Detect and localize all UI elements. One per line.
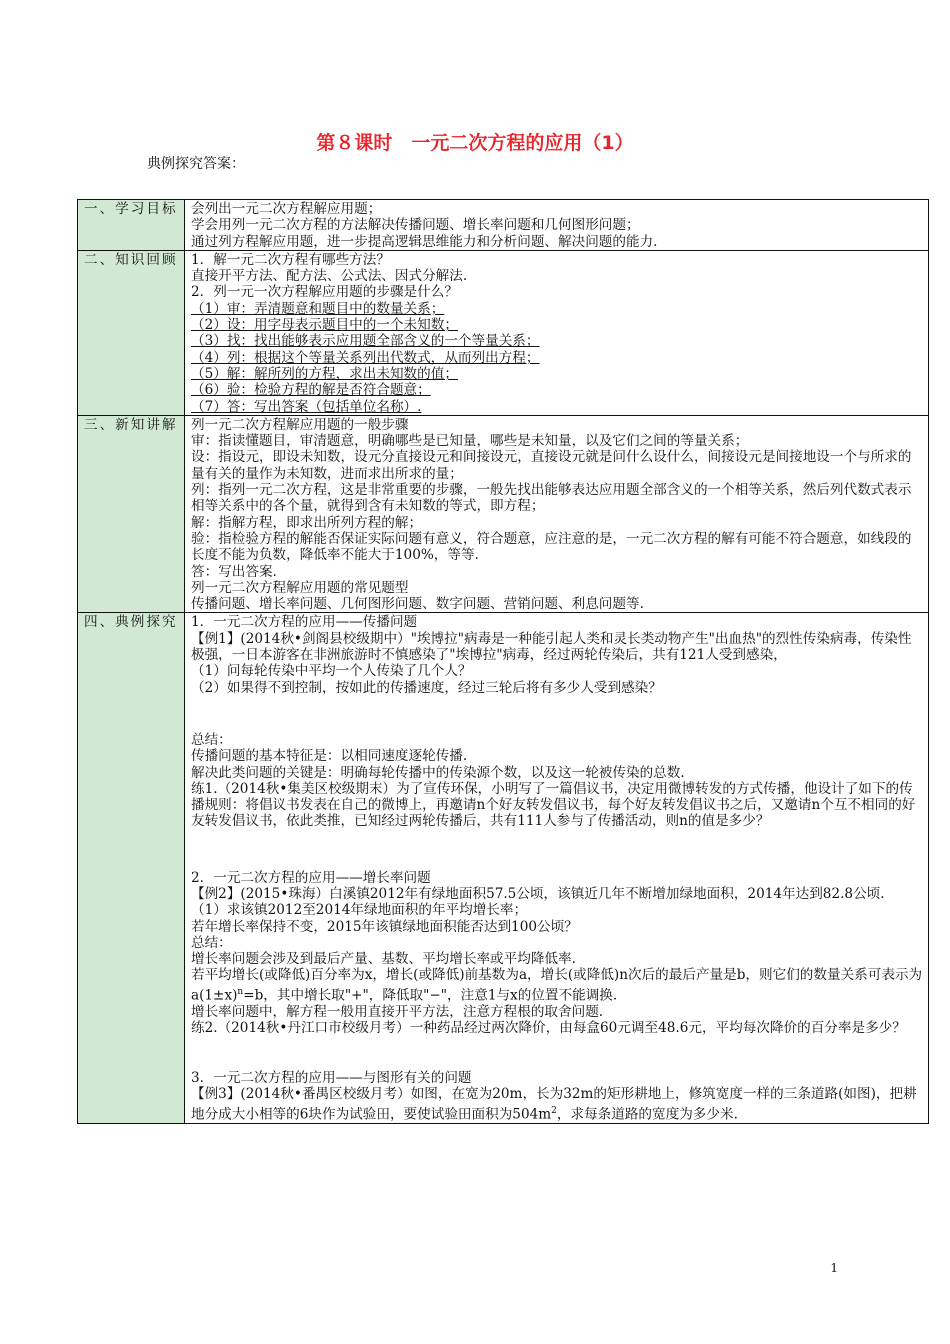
question-text: （1）问每轮传染中平均一个人传染了几个人？ (191, 663, 472, 680)
spacer (191, 696, 925, 732)
table-row-examples (78, 613, 929, 1123)
example-text: 【例2】(2015•珠海）白溪镇2012年有绿地面积57.5公顷，该镇近几年不断增加绿地面积，2014年达到82.8公顷. (191, 885, 885, 902)
text-line: 列一元二次方程解应用题的常见题型 (191, 579, 409, 596)
table-row-goals (78, 200, 929, 251)
page-number: 1 (830, 1261, 838, 1275)
section-content-review (185, 250, 929, 415)
summary-text: 传播问题的基本特征是：以相同速度逐轮传播. (191, 748, 468, 765)
text-line: 列一元二次方程解应用题的一般步骤 (191, 416, 409, 433)
step-item: （1）审：弄清题意和题目中的数量关系； (191, 300, 445, 317)
section-heading-goals: 一、学习目标 (78, 200, 185, 251)
formula-exponent: n (237, 986, 244, 997)
section-heading-review: 二、知识回顾 (78, 250, 185, 415)
section-content-goals (185, 200, 929, 251)
text-line: 会列出一元二次方程解应用题； (191, 201, 382, 217)
text-line: 审：指读懂题目，审清题意，明确哪些是已知量，哪些是未知量，以及它们之间的等量关系； (191, 433, 749, 450)
text-line: 答：写出答案. (191, 563, 277, 580)
text-line: 设：指设元，即设未知数，设元分直接设元和间接设元，直接设元就是问什么设什么，间接设元是间接地设一个与所求的量有关的量作为未知数，进而求出所求的量； (191, 449, 912, 482)
example-text: 【例1】(2014秋•剑阁县校级期中）"埃博拉"病毒是一种能引起人类和灵长类动物产生"出血热"的烈性传染病毒，传染性极强，一日本游客在非洲旅游时不慎感染了"埃博拉"病毒，经过两轮传染后，共有121人受到感染， (191, 630, 912, 664)
section-heading-examples: 四、典例探究 (78, 613, 185, 1123)
formula-text-a: 若平均增长(或降低)百分率为x，增长(或降低)前基数为a，增长(或降低)n次后的最后产量是b，则它们的数量关系可表示为a(1±x) (191, 967, 923, 1004)
text-line: 验：指检验方程的解能否保证实际问题有意义，符合题意，应注意的是，一元二次方程的解有可能不符合题意，如线段的长度不能为负数，降低率不能大于100%，等等. (191, 530, 912, 564)
lesson-table (77, 199, 929, 1124)
spacer (191, 1036, 925, 1070)
question-text: （2）如果得不到控制，按如此的传播速度，经过三轮后将有多少人受到感染？ (191, 679, 662, 696)
practice-text: 练1.（2014秋•集美区校级期末）为了宣传环保，小明写了一篇倡议书，决定用微博转发的方式传播，他设计了如下的传播规则：将倡议书发表在自己的微博上，再邀请n个好友转发倡议书，每个好友转发倡议书之后，又邀请n个互不相同的好友转发倡议书，依此类推，已知经过两轮传播后，共有111人参与了传播活动，则n的值是多少？ (191, 780, 916, 830)
spacer (191, 830, 925, 870)
problem-title: 1．一元二次方程的应用——传播问题 (191, 614, 418, 631)
problem-title: 3．一元二次方程的应用——与图形有关的问题 (191, 1070, 472, 1087)
page-subtitle: 典例探究答案： (147, 156, 245, 172)
example-text (191, 1086, 925, 1122)
step-item: （6）验：检验方程的解是否符合题意； (191, 382, 431, 399)
answer-text: 直接开平方法、配方法、公式法、因式分解法. (191, 268, 468, 285)
practice-text: 练2.（2014秋•丹江口市校级月考）一种药品经过两次降价，由每盒60元调至48.6元，平均每次降价的百分率是多少？ (191, 1019, 906, 1036)
question-text: （1）求该镇2012至2014年绿地面积的年平均增长率； (191, 902, 528, 919)
section-heading-new-knowledge: 三、新知讲解 (78, 415, 185, 613)
step-item: （5）解：解所列的方程，求出未知数的值； (191, 365, 458, 382)
question-text: 1．解一元二次方程有哪些方法？ (191, 251, 390, 268)
question-text: 若年增长率保持不变，2015年该镇绿地面积能否达到100公顷？ (191, 918, 578, 935)
formula-text-b: =b，其中增长取"+"，降低取"−"，注意1与x的位置不能调换. (243, 987, 618, 1004)
problem-title: 2．一元二次方程的应用——增长率问题 (191, 869, 431, 886)
section-content-examples (185, 613, 929, 1123)
table-row-review (78, 250, 929, 415)
section-content-new-knowledge (185, 415, 929, 613)
summary-label: 总结： (191, 934, 232, 951)
summary-text (191, 967, 925, 1003)
text-line: 传播问题、增长率问题、几何图形问题、数字问题、营销问题、利息问题等. (191, 596, 644, 613)
summary-label: 总结： (191, 731, 232, 748)
question-text: 2．列一元一次方程解应用题的步骤是什么？ (191, 284, 458, 301)
text-line: 解：指解方程，即求出所列方程的解； (191, 514, 423, 531)
text-line: 列：指列一元二次方程，这是非常重要的步骤，一般先找出能够表达应用题全部含义的一个相等关系，然后列代数式表示相等关系中的各个量，就得到含有未知数的等式，即方程； (191, 482, 912, 515)
table-row-new-knowledge (78, 415, 929, 613)
summary-text: 增长率问题会涉及到最后产量、基数、平均增长率或平均降低率. (191, 951, 576, 968)
step-item: （4）列：根据这个等量关系列出代数式，从而列出方程； (191, 349, 540, 366)
text-line: 学会用列一元二次方程的方法解决传播问题、增长率问题和几何图形问题； (191, 217, 640, 234)
step-item: （7）答：写出答案（包括单位名称）. (191, 398, 422, 415)
example-text-a: 【例3】(2014秋•番禺区校级月考）如图，在宽为20m，长为32m的矩形耕地上，修筑宽度一样的三条道路(如图)，把耕地分成大小相等的6块作为试验田，要使试验田面积为504m (191, 1086, 917, 1123)
step-item: （3）找：找出能够表示应用题全部含义的一个等量关系； (191, 333, 540, 350)
summary-text: 增长率问题中，解方程一般用直接开平方法，注意方程根的取舍问题. (191, 1003, 604, 1020)
page-title: 第８课时 一元二次方程的应用（1） (316, 132, 634, 154)
step-item: （2）设：用字母表示题目中的一个未知数； (191, 317, 458, 334)
summary-text: 解决此类问题的关键是：明确每轮传播中的传染源个数，以及这一轮被传染的总数. (191, 764, 685, 781)
text-line: 通过列方程解应用题，进一步提高逻辑思维能力和分析问题、解决问题的能力. (191, 233, 658, 250)
example-text-b: ，求每条道路的宽度为多少米. (556, 1106, 738, 1123)
unit-exponent: 2 (551, 1105, 557, 1116)
